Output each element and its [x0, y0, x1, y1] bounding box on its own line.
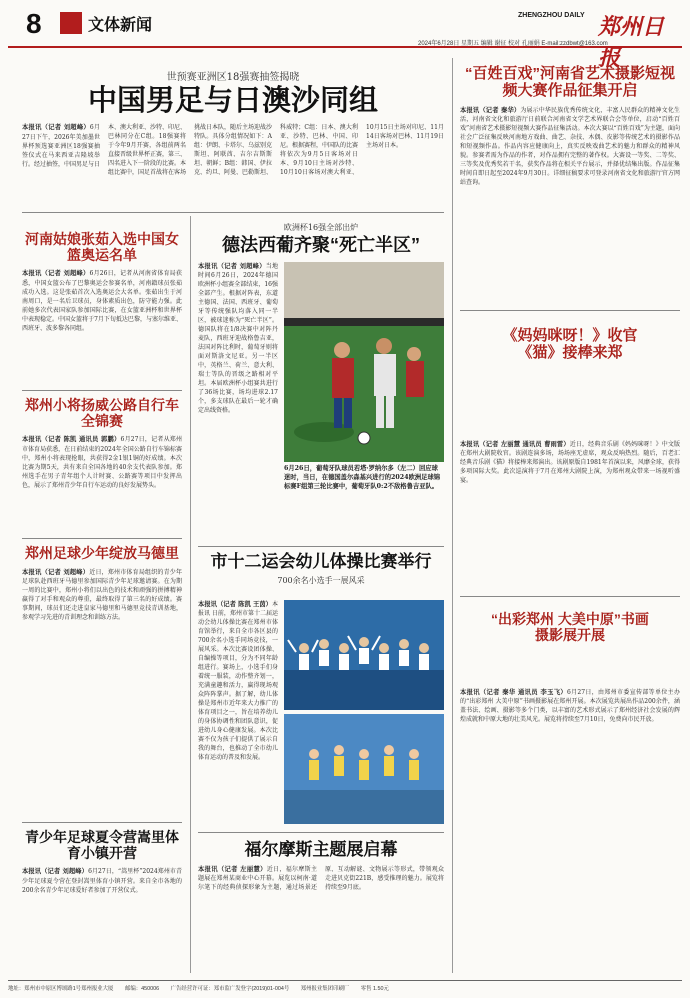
euro-text: 当地时间6月26日，2024年德国欧洲杯小组赛全部结束，16强全部产生。根据对阵表，东道主德国、法国、西班牙、葡萄牙等传统强队均落入同一半区，被球迷称为“死亡半区”。德国队将在1/8决赛中对阵丹麦队，西班牙迎战格鲁吉亚，法国对阵比利时，葡萄牙则将面对斯洛文尼亚。另一半区中，英格兰、荷兰、意大利、瑞士等队的晋级之路相对平坦。本届欧洲杯小组赛共进行了36场比赛，场均进球2.17个，多支球队在最后一轮才确定出线资格。	[198, 263, 278, 415]
games-article	[198, 552, 444, 586]
camp-text: 6月27日，“嵩里杯”2024郑州市青少年足球夏令营在登封嵩里体育小镇开营。来自全市各地的200余名青少年足球爱好者参加了开营仪式。	[22, 868, 182, 894]
date-line: 2024年6月28日 星期五 编辑 谢征 校对 孔丽娟 E-mail:zzdbwt@163.com	[418, 41, 608, 47]
rule	[460, 310, 680, 311]
page-number: 8	[26, 8, 42, 39]
holmes-byline: 本报讯（记者 左丽慧）	[198, 866, 267, 874]
rule	[452, 58, 453, 973]
games-photo	[284, 600, 444, 710]
euro-kicker: 欧洲杯16强全部出炉	[283, 223, 359, 232]
kids-gymnastics-photo	[284, 600, 444, 710]
art-byline: 本报讯（记者 秦华）	[460, 106, 521, 114]
holmes-headline: 福尔摩斯主题展启幕	[244, 840, 398, 859]
cat-text: 近日，经典音乐剧《妈妈咪呀！》中文版在郑州大剧院收官。该剧连演多场，场场座无虚席，观众反响热烈。随后，百老汇经典音乐剧《猫》将接棒来郑演出。该剧原版自1981年首演以来，风靡全球，获得多项国际大奖。此次巡演将于7月在郑州大剧院上演，为郑州观众带来一场视听盛宴。	[460, 441, 680, 485]
camp-article	[22, 830, 182, 967]
holmes-text: 近日，福尔摩斯主题展在郑州某商业中心开幕。展览以柯南·道尔笔下的经典侦探形象为主题，通过场景还原、互动解谜、文物展示等形式，带领观众走进贝克街221B，感受推理的魅力。展览将持续至9月底。	[198, 866, 444, 892]
soccer-players-photo	[284, 262, 444, 462]
art-article	[460, 66, 680, 302]
rule	[190, 546, 191, 973]
football-body	[22, 568, 182, 818]
chess-article	[22, 398, 182, 545]
footer-price: 零售 1.50元	[360, 986, 389, 992]
euro-headline: 德法西葡齐聚“死亡半区”	[222, 235, 420, 255]
lead-kicker: 世预赛亚洲区18强赛抽签揭晓	[166, 72, 300, 83]
painting-body	[460, 688, 680, 968]
games-text: 本报讯 日前，郑州市第十二届运动会幼儿体操比赛在郑州市体育馆举行，来自全市各区县的700余名小选手同场竞技，一展风采。本次比赛设团体操、自编操等项目，分为不同年龄组进行。赛场上，小选手们身着统一服装，动作整齐划一，充满童趣和活力，赢得现场观众阵阵掌声。据了解，幼儿体操是郑州市近年来大力推广的体育项目之一，旨在培养幼儿的身体协调性和团队意识，促进幼儿身心健康发展。本次比赛不仅为孩子们提供了展示自我的舞台，也推动了全市幼儿体育运动的普及和发展。	[198, 601, 278, 762]
camp-headline: 青少年足球夏令营嵩里体育小镇开营	[25, 829, 179, 861]
footer-printer: 郑州报业集团印刷厂	[300, 986, 350, 992]
euro-photo-caption: 6月26日，葡萄牙队球员若塔·罗纳尔多（左二）回应球迷时，当日，在德国盖尔森基兴进行的2024欧洲足球锦标赛F组第三轮比赛中，葡萄牙队0:2不敌格鲁吉亚队。	[284, 465, 441, 491]
girls-text: 6月26日，记者从河南省体育局获悉，中国女篮公布了巴黎奥运会参赛名单，河南籍球员张茹成功入选。这是张茹首次入选奥运会大名单。张茹出生于河南周口，是一名后卫球员，身体素质出色，防守能力强。此前她多次代表国家队参加国际比赛，在女篮亚洲杯和世界杯中表现稳定。中国女篮将于7月下旬抵达巴黎，与塞尔维亚、西班牙、波多黎各同组。	[22, 270, 182, 332]
section-marker	[60, 12, 82, 34]
camp-byline: 本报讯（记者 刘超峰）	[22, 868, 89, 876]
masthead	[8, 6, 682, 70]
games-subhead: 700余名小选手一展风采	[277, 576, 365, 586]
girls-headline: 河南姑娘张茹入选中国女篮奥运名单	[25, 231, 179, 263]
camp-body	[22, 867, 182, 967]
kids-gymnastics-photo-2	[284, 714, 444, 824]
euro-body	[198, 262, 278, 462]
painting-text: 6月27日，由郑州市委宣传部等单位主办的“出彩郑州 大美中原”书画摄影展在郑州开展。本次展览共展出作品200余件，涵盖书法、绘画、摄影等多个门类，以丰富的艺术形式展示了郑州经济社会发展的辉煌成就和中原大地的壮美风光。展览将持续至7月10日，免费向市民开放。	[460, 689, 680, 724]
section-name: 文体新闻	[88, 17, 153, 34]
euro-byline: 本报讯（记者 刘超峰）	[198, 263, 266, 270]
footer	[8, 980, 682, 994]
art-text: 为展示中华民族优秀传统文化，丰富人民群众的精神文化生活，河南省文化和旅游厅日前联合河南省文学艺术界联合会等单位，启动“百姓百戏”河南省艺术摄影短视频大赛作品征集活动。本次大赛以“百姓百戏”为主题，面向社会广泛征集反映河南地方戏曲、曲艺、杂技、木偶、皮影等传统艺术的摄影作品和短视频作品。作品内容应健康向上，真实反映戏曲艺术的魅力和群众的精神风貌。参赛者需为作品的作者，对作品拥有完整的著作权。大赛设一等奖、二等奖、三等奖及优秀奖若干名，获奖作品将在相关平台展示，并择优结集出版。作品征集时间自即日起至2024年9月30日。详细征稿要求可登录河南省文化和旅游厅官方网站查询。	[460, 106, 680, 187]
games-byline: 本报讯（记者 陈凯 王茵）	[198, 601, 272, 608]
games-headline: 市十二运会幼儿体操比赛举行	[210, 552, 432, 571]
paper-logo: 郑州日报	[598, 14, 665, 70]
lead-text: 6月27日下午，2026年美加墨世界杯预选赛亚洲区18强赛抽签仪式在马来西亚吉隆坡举行。经过抽签，中国男足与日本、澳大利亚、沙特、印尼、巴林同分在C组。18强赛将于今年9月开赛，各组前两名直接晋级世界杯正赛，第三、四名进入下一阶段的比赛。本组比赛中，国足首战将在客场挑战日本队，随后主场迎战沙特队。具体分组情况如下：A组：伊朗、卡塔尔、乌兹别克斯坦、阿联酋、吉尔吉斯斯坦、朝鲜；B组：韩国、伊拉克、约旦、阿曼、巴勒斯坦、科威特；C组：日本、澳大利亚、沙特、巴林、中国、印尼。根据赛程，中国队的比赛将依次为9月5日客场对日本、9月10日主场对沙特、10月10日客场对澳大利亚、10月15日主场对印尼、11月14日客场对巴林、11月19日主场对日本。	[22, 124, 444, 177]
art-body	[460, 106, 680, 298]
rule	[22, 212, 444, 213]
rule	[198, 546, 444, 547]
rule	[198, 832, 444, 833]
rule	[190, 216, 191, 546]
cat-headline: 《妈妈咪呀！》收官《猫》接棒来郑	[502, 327, 638, 361]
cat-body	[460, 440, 680, 590]
lead-body	[22, 123, 444, 209]
painting-byline: 本报讯（记者 秦华 通讯员 李玉飞）	[460, 689, 567, 696]
football-byline: 本报讯（记者 刘超峰）	[22, 568, 90, 576]
footer-postcode: 邮编：450006	[124, 986, 160, 992]
games-body	[198, 600, 278, 826]
girls-article	[22, 232, 182, 379]
lead-headline: 中国男足与日澳沙同组	[87, 85, 378, 117]
lead-byline: 本报讯（记者 刘超峰）	[22, 124, 90, 132]
rule	[22, 390, 182, 391]
lead-article	[22, 68, 444, 208]
chess-headline: 郑州小将扬威公路自行车全锦赛	[25, 397, 179, 429]
footer-address: 地址：郑州市中原区博颂路1号郑州报业大厦	[8, 986, 114, 992]
painting-article	[460, 612, 680, 682]
chess-byline: 本报讯（记者 陈凯 通讯员 郭鹏）	[22, 436, 121, 444]
rule	[22, 822, 182, 823]
rule	[22, 538, 182, 539]
football-text: 近日，郑州市体育局组织的青少年足球队赴西班牙马德里参加国际青少年足球邀请赛。在为期一周的比赛中，郑州小将们以出色的技术和顽强的拼搏精神赢得了对手和观众的尊重，最终取得了第三名的好成绩。赛事期间，球员们还走进皇家马德里和马德里竞技青训基地，参观学习先进的青训理念和训练方法。	[22, 568, 182, 622]
painting-headline: “出彩郑州 大美中原”书画摄影展开展	[491, 611, 649, 643]
rule	[460, 596, 680, 597]
chess-body	[22, 435, 182, 545]
cat-article	[460, 328, 680, 418]
girls-body	[22, 269, 182, 379]
euro-photo	[284, 262, 444, 462]
euro-article	[198, 222, 444, 255]
football-article	[22, 546, 182, 818]
chess-text: 6月27日，记者从郑州市体育局获悉，在日前结束的2024年全国公路自行车锦标赛中，郑州小将表现抢眼，共获得2金1银1铜的好成绩。本次比赛为期5天，共有来自全国各地的40余支代表队参加。郑州选手在男子青年组个人计时赛、公路赛等项目中发挥出色，展示了郑州青少年自行车运动的良好发展势头。	[22, 436, 182, 489]
footer-license: 广告经营许可证：郑市监广发登字(2019)01-004号	[170, 986, 290, 992]
games-photo-2	[284, 714, 444, 824]
cat-byline: 本报讯（记者 左丽慧 通讯员 曹雨雷）	[460, 441, 570, 448]
girls-byline: 本报讯（记者 刘超峰）	[22, 270, 90, 278]
holmes-article	[198, 840, 444, 965]
paper-english-name: ZHENGZHOU DAILY	[518, 12, 585, 19]
football-headline: 郑州足球少年绽放马德里	[25, 545, 179, 561]
art-headline: “百姓百戏”河南省艺术摄影短视频大赛作品征集开启	[464, 65, 675, 99]
holmes-body	[198, 865, 444, 965]
